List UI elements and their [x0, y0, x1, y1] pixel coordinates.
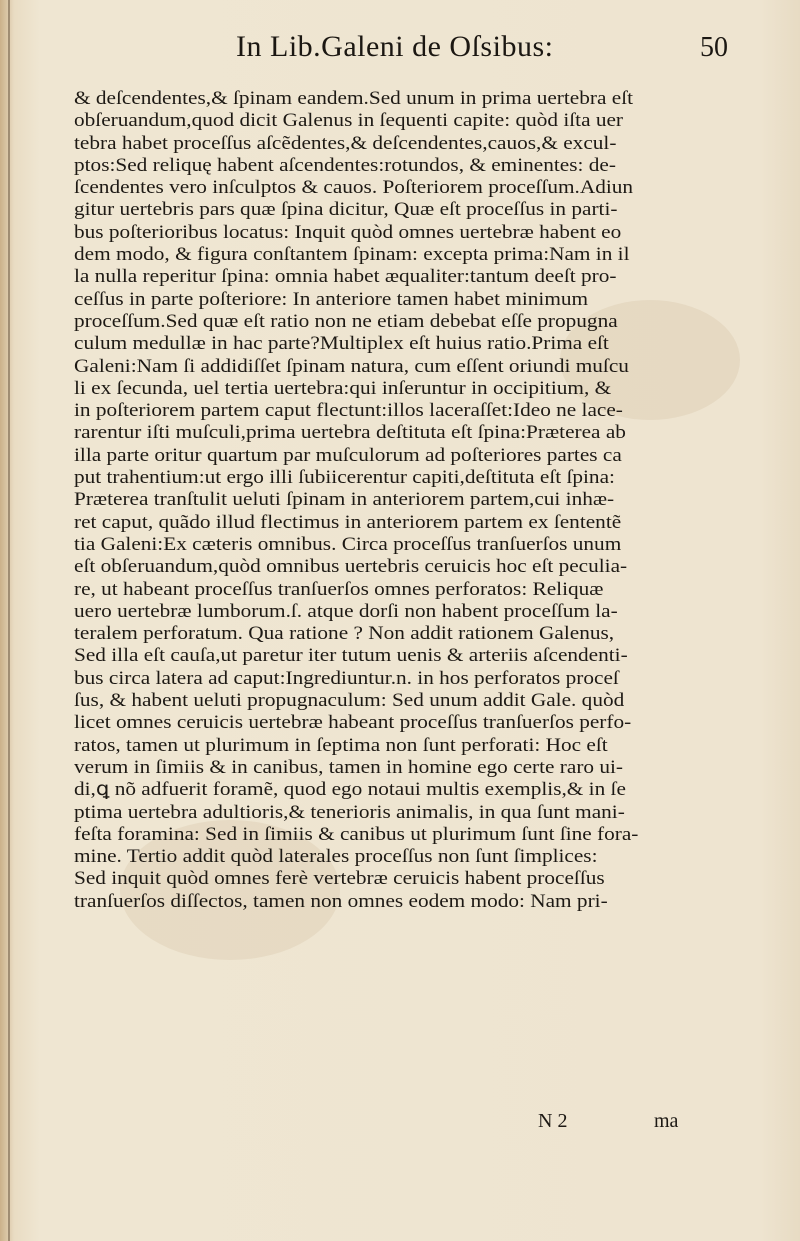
text-line: ceſſus in parte poſteriore: In anteriore tamen habet minimum — [74, 288, 589, 310]
text-line: mine. Tertio addit quòd laterales proceſſus non ſunt ſimplices: — [74, 846, 598, 868]
catchword: ma — [654, 1110, 679, 1132]
page-footer — [530, 1110, 700, 1140]
signature-mark: N 2 — [538, 1110, 568, 1132]
text-line: rarentur iſti muſculi,prima uertebra deſtituta eſt ſpina:Præterea ab — [74, 422, 626, 444]
text-line: ratos, tamen ut plurimum in ſeptima non ſunt perforati: Hoc eſt — [74, 734, 608, 756]
text-line: Galeni:Nam ſi addidiſſet ſpinam natura, cum eſſent oriundi muſcu — [74, 355, 629, 377]
text-line: obſeruandum,quod dicit Galenus in ſequenti capite: quòd iſta uer — [74, 110, 624, 132]
text-line: bus poſterioribus locatus: Inquit quòd omnes uertebræ habent eo — [74, 221, 622, 243]
text-line: re, ut habeant proceſſus tranſuerſos omnes perforatos: Reliquæ — [74, 578, 604, 600]
text-line: Præterea tranſtulit ueluti ſpinam in anteriorem partem,cui inhæ- — [74, 489, 615, 511]
running-title: In Lib.Galeni de Oſsibus: — [236, 30, 554, 63]
text-line: teralem perforatum. Qua ratione ? Non addit rationem Galenus, — [74, 623, 615, 645]
body-text — [74, 88, 734, 913]
text-line: feſta foramina: Sed in ſimiis & canibus ut plurimum ſunt ſine fora- — [74, 823, 639, 845]
page-header — [0, 18, 800, 68]
text-line: ſus, & habent ueluti propugnaculum: Sed unum addit Gale. quòd — [74, 690, 625, 712]
text-line: uero uertebræ lumborum.ſ. atque dorſi non habent proceſſum la- — [74, 600, 618, 622]
text-line: gitur uertebris pars quæ ſpina dicitur, Quæ eſt proceſſus in parti- — [74, 199, 618, 221]
text-line: licet omnes ceruicis uertebræ habeant proceſſus tranſuerſos perfo- — [74, 712, 632, 734]
text-line: tia Galeni:Ex cæteris omnibus. Circa proceſſus tranſuerſos unum — [74, 533, 622, 555]
text-line: ptos:Sed reliquę habent aſcendentes:rotundos, & eminentes: de- — [74, 154, 616, 176]
binding-gutter — [8, 0, 10, 1241]
text-line: li ex ſecunda, uel tertia uertebra:qui inſeruntur in occipitium, & — [74, 377, 612, 399]
text-line: ſcendentes vero inſculptos & cauos. Poſteriorem proceſſum.Adiun — [74, 177, 634, 199]
text-line: in poſteriorem partem caput flectunt:illos laceraſſet:Ideo ne lace- — [74, 400, 623, 422]
text-line: tebra habet proceſſus aſcẽdentes,& deſcendentes,cauos,& excul- — [74, 132, 617, 154]
text-line: proceſſum.Sed quæ eſt ratio non ne etiam debebat eſſe propugna — [74, 310, 618, 332]
text-line: di,ꝗ nõ adfuerit foramẽ, quod ego notaui multis exemplis,& in ſe — [74, 779, 626, 801]
page-number: 50 — [700, 32, 728, 63]
text-line: verum in ſimiis & in canibus, tamen in homine ego certe raro ui- — [74, 756, 624, 778]
text-line: Sed illa eſt cauſa,ut paretur iter tutum uenis & arteriis aſcendenti- — [74, 645, 628, 667]
text-line: & deſcendentes,& ſpinam eandem.Sed unum in prima uertebra eſt — [74, 88, 634, 109]
text-line: culum medullæ in hac parte?Multiplex eſt huius ratio.Prima eſt — [74, 333, 609, 355]
text-line: put trahentium:ut ergo illi ſubiicerentur capiti,deſtituta eſt ſpina: — [74, 467, 615, 489]
text-line: ptima uertebra adultioris,& tenerioris animalis, in qua ſunt mani- — [74, 801, 625, 823]
text-line: illa parte oritur quartum par muſculorum ad poſteriores partes ca — [74, 444, 622, 466]
text-line: eſt obſeruandum,quòd omnibus uertebris ceruicis hoc eſt peculia- — [74, 556, 628, 578]
text-line: tranſuerſos diſſectos, tamen non omnes eodem modo: Nam pri- — [74, 890, 608, 912]
text-line: Sed inquit quòd omnes ferè vertebræ ceruicis habent proceſſus — [74, 868, 605, 890]
text-line: dem modo, & figura conſtantem ſpinam: excepta prima:Nam in il — [74, 244, 630, 266]
text-line: bus circa latera ad caput:Ingrediuntur.n. in hos perforatos proceſ — [74, 667, 619, 689]
text-line: la nulla reperitur ſpina: omnia habet æqualiter:tantum deeſt pro- — [74, 266, 617, 288]
text-line: ret caput, quãdo illud flectimus in anteriorem partem ex ſententẽ — [74, 511, 622, 533]
